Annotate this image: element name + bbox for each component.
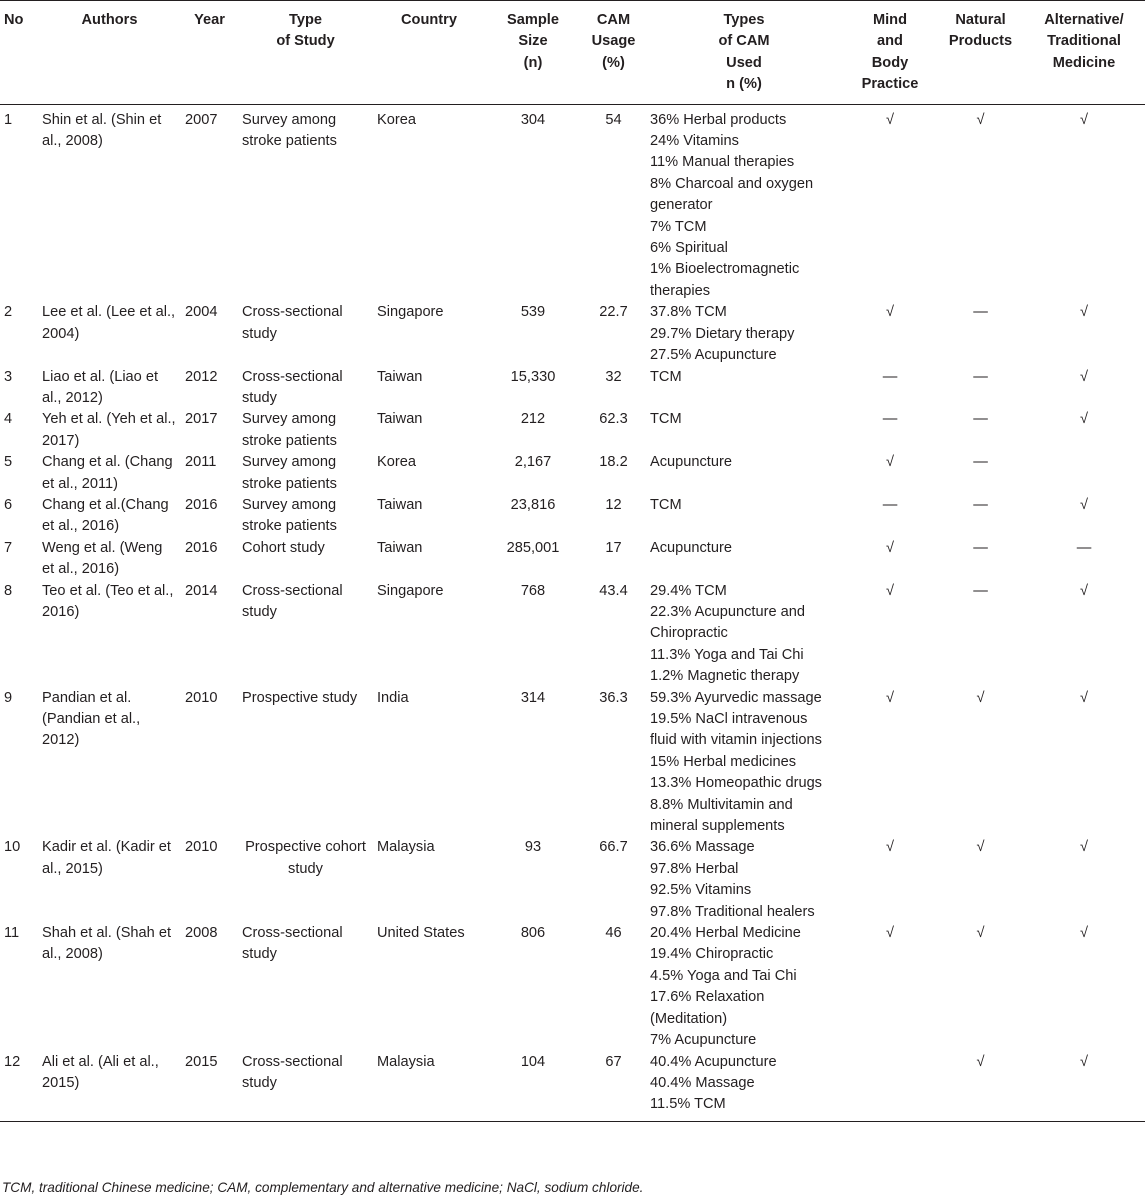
cell-study-type: Survey among stroke patients bbox=[242, 496, 337, 535]
cell-natural-products: √ bbox=[976, 689, 985, 706]
cell-study-type: Cross-sectional study bbox=[242, 368, 343, 406]
cell-cam-types bbox=[646, 688, 842, 838]
column-header-mind-body-practice: Mind and Body Practice bbox=[842, 1, 938, 105]
cell-mind-body: √ bbox=[885, 582, 894, 599]
cell-year: 2010 bbox=[185, 839, 218, 856]
cam-type-item: 27.5% Acupuncture bbox=[650, 347, 777, 364]
cell-year: 2007 bbox=[185, 111, 218, 128]
column-header-country: Country bbox=[373, 1, 485, 105]
cell-cam-usage: 32 bbox=[605, 368, 622, 385]
cell-year: 2016 bbox=[185, 496, 218, 513]
cell-mind-body: √ bbox=[885, 304, 894, 321]
table-row bbox=[0, 495, 1145, 538]
cell-sample-size: 23,816 bbox=[510, 496, 556, 513]
cell-country: Korea bbox=[377, 111, 416, 128]
cell-study-type: Survey among stroke patients bbox=[242, 454, 337, 492]
cell-mind-body: √ bbox=[885, 839, 894, 856]
cam-type-item: 4.5% Yoga and Tai Chi bbox=[650, 967, 797, 984]
cell-study-type: Cross-sectional study bbox=[242, 304, 343, 342]
cell-study-type: Cross-sectional study bbox=[238, 1052, 373, 1122]
cell-cam-types bbox=[646, 495, 842, 538]
cell-country: Taiwan bbox=[377, 496, 423, 513]
cell-cam-types bbox=[646, 581, 842, 688]
cell-study-type: Prospective study bbox=[242, 689, 358, 706]
cell-sample-size: 212 bbox=[520, 411, 546, 428]
cell-sample-size: 285,001 bbox=[506, 539, 560, 556]
cam-type-item: 29.7% Dietary therapy bbox=[650, 325, 795, 342]
cam-type-item: 6% Spiritual bbox=[650, 240, 728, 257]
cam-type-item: 7% Acupuncture bbox=[650, 1032, 757, 1049]
cell-alternative-medicine: √ bbox=[1079, 368, 1088, 385]
cell-cam-types bbox=[646, 923, 842, 1051]
cell-alternative-medicine: √ bbox=[1079, 496, 1088, 513]
cam-type-item: 17.6% Relaxation (Meditation) bbox=[650, 989, 765, 1027]
cam-type-item: Acupuncture bbox=[650, 539, 732, 556]
cell-alternative-medicine: √ bbox=[1079, 411, 1088, 428]
column-header-type-of-study: Type of Study bbox=[238, 1, 373, 105]
cam-type-item: 1.2% Magnetic therapy bbox=[650, 668, 800, 685]
cell-natural-products: √ bbox=[976, 839, 985, 856]
cell-cam-types bbox=[646, 302, 842, 366]
cell-no: 7 bbox=[4, 539, 13, 556]
cell-alternative-medicine: √ bbox=[1079, 304, 1088, 321]
cam-type-item: 37.8% TCM bbox=[650, 304, 727, 321]
table-row bbox=[0, 409, 1145, 452]
cam-type-item: 59.3% Ayurvedic massage bbox=[650, 689, 822, 706]
column-header-authors: Authors bbox=[38, 1, 181, 105]
column-header-sample-size: Sample Size (n) bbox=[485, 1, 581, 105]
cam-type-item: 40.4% Massage bbox=[650, 1074, 755, 1091]
cell-country: Korea bbox=[377, 454, 416, 471]
cell-authors: Lee et al. (Lee et al., 2004) bbox=[42, 304, 176, 342]
cell-cam-usage: 36.3 bbox=[599, 689, 628, 706]
cell-year: 2004 bbox=[185, 304, 218, 321]
cell-authors: Chang et al. (Chang et al., 2011) bbox=[42, 454, 173, 492]
table-row bbox=[0, 1052, 1145, 1122]
table-header bbox=[0, 1, 1145, 105]
cell-cam-usage: 18.2 bbox=[599, 454, 628, 471]
cell-cam-types bbox=[646, 104, 842, 302]
cam-type-item: 19.5% NaCl intravenous fluid with vitamin injections bbox=[650, 711, 822, 749]
header-row bbox=[0, 1, 1145, 105]
cell-mind-body: — bbox=[882, 368, 898, 385]
cell-alternative-medicine: √ bbox=[1079, 689, 1088, 706]
cell-country: Singapore bbox=[377, 582, 444, 599]
cell-natural-products: √ bbox=[976, 111, 985, 128]
cell-cam-usage: 17 bbox=[605, 539, 622, 556]
cell-country: Singapore bbox=[377, 304, 444, 321]
cell-no: 1 bbox=[4, 111, 13, 128]
cam-type-item: 24% Vitamins bbox=[650, 133, 739, 150]
cell-natural-products: — bbox=[973, 539, 988, 556]
cam-type-item: 29.4% TCM bbox=[650, 582, 727, 599]
cell-authors: Liao et al. (Liao et al., 2012) bbox=[42, 368, 159, 406]
cam-type-item: 97.8% Traditional healers bbox=[650, 903, 815, 920]
cell-alternative-medicine: √ bbox=[1079, 111, 1088, 128]
cam-type-item: TCM bbox=[650, 411, 682, 428]
cell-no: 12 bbox=[0, 1052, 38, 1122]
cell-year: 2008 bbox=[185, 925, 218, 942]
cell-no: 11 bbox=[4, 925, 20, 942]
cell-sample-size: 2,167 bbox=[514, 454, 552, 471]
cell-no: 4 bbox=[4, 411, 13, 428]
cell-mind-body: √ bbox=[885, 111, 894, 128]
cam-type-item: 36.6% Massage bbox=[650, 839, 755, 856]
cell-cam-usage: 43.4 bbox=[599, 582, 628, 599]
cell-authors: Shin et al. (Shin et al., 2008) bbox=[42, 111, 162, 150]
cell-natural-products: — bbox=[973, 454, 988, 471]
cell-year: 2015 bbox=[181, 1052, 238, 1122]
cell-cam-usage: 22.7 bbox=[599, 304, 628, 321]
cell-mind-body: — bbox=[882, 496, 898, 513]
cam-type-item: 40.4% Acupuncture bbox=[650, 1053, 777, 1070]
table-row bbox=[0, 688, 1145, 838]
cell-no: 2 bbox=[4, 304, 13, 321]
cell-cam-types bbox=[646, 538, 842, 581]
table-row bbox=[0, 452, 1145, 495]
cell-study-type: Cross-sectional study bbox=[242, 582, 343, 620]
table-row bbox=[0, 367, 1145, 410]
cell-year: 2010 bbox=[185, 689, 218, 706]
cell-natural-products: — bbox=[973, 304, 988, 321]
cell-authors: Weng et al. (Weng et al., 2016) bbox=[42, 539, 163, 578]
cell-mind-body bbox=[842, 1052, 938, 1122]
table-row bbox=[0, 923, 1145, 1051]
column-header-natural-products: Natural Products bbox=[938, 1, 1023, 105]
cell-sample-size: 304 bbox=[520, 111, 546, 128]
cell-alternative-medicine bbox=[1023, 452, 1145, 495]
cam-type-item: Acupuncture bbox=[650, 454, 732, 471]
cell-authors: Shah et al. (Shah et al., 2008) bbox=[42, 925, 171, 963]
cell-mind-body: √ bbox=[885, 925, 894, 942]
cell-sample-size: 539 bbox=[520, 304, 546, 321]
cell-cam-types bbox=[646, 1052, 842, 1122]
cell-mind-body: √ bbox=[885, 454, 894, 471]
cell-authors: Chang et al.(Chang et al., 2016) bbox=[42, 496, 169, 535]
cell-country: Malaysia bbox=[377, 839, 435, 856]
cell-authors: Kadir et al. (Kadir et al., 2015) bbox=[42, 839, 171, 877]
cell-mind-body: — bbox=[882, 411, 898, 428]
column-header-alternative-traditional-medicine: Alternative/ Traditional Medicine bbox=[1023, 1, 1145, 105]
cell-cam-usage: 46 bbox=[605, 925, 622, 942]
cam-type-item: 15% Herbal medicines bbox=[650, 753, 797, 770]
cell-no: 9 bbox=[4, 689, 13, 706]
cell-authors: Yeh et al. (Yeh et al., 2017) bbox=[42, 411, 176, 449]
cell-country: Malaysia bbox=[373, 1052, 485, 1122]
cam-type-item: 11.3% Yoga and Tai Chi bbox=[650, 646, 804, 663]
table-row bbox=[0, 302, 1145, 366]
cell-cam-types bbox=[646, 367, 842, 410]
cam-type-item: 19.4% Chiropractic bbox=[650, 946, 774, 963]
cell-no: 6 bbox=[4, 496, 13, 513]
cell-mind-body: √ bbox=[885, 539, 894, 556]
cell-study-type: Prospective cohort study bbox=[245, 839, 366, 877]
cell-sample-size: 93 bbox=[524, 839, 542, 856]
cam-type-item: 7% TCM bbox=[650, 218, 707, 235]
cam-type-item: TCM bbox=[650, 496, 682, 513]
cell-study-type: Cohort study bbox=[242, 539, 325, 556]
cell-country: Taiwan bbox=[377, 368, 423, 385]
cell-year: 2012 bbox=[185, 368, 218, 385]
cell-cam-usage: 54 bbox=[605, 111, 622, 128]
cam-type-item: 8% Charcoal and oxygen generator bbox=[650, 175, 814, 214]
cell-cam-types bbox=[646, 409, 842, 452]
cell-no: 3 bbox=[4, 368, 13, 385]
cell-natural-products: — bbox=[973, 496, 988, 513]
column-header-cam-usage: CAM Usage (%) bbox=[581, 1, 646, 105]
table-row bbox=[0, 104, 1145, 302]
cell-alternative-medicine: √ bbox=[1079, 925, 1088, 942]
cell-alternative-medicine: √ bbox=[1023, 1052, 1145, 1122]
cell-natural-products: √ bbox=[976, 925, 985, 942]
cell-natural-products: — bbox=[973, 582, 988, 599]
cell-no: 5 bbox=[4, 454, 13, 471]
cell-natural-products: √ bbox=[938, 1052, 1023, 1122]
cell-cam-usage: 62.3 bbox=[599, 411, 628, 428]
cell-cam-usage: 12 bbox=[605, 496, 622, 513]
column-header-year: Year bbox=[181, 1, 238, 105]
cell-year: 2011 bbox=[185, 454, 217, 471]
cam-type-item: 92.5% Vitamins bbox=[650, 882, 752, 899]
cell-mind-body: √ bbox=[885, 689, 894, 706]
cam-type-item: TCM bbox=[650, 368, 682, 385]
cell-sample-size: 806 bbox=[520, 925, 546, 942]
cell-authors: Teo et al. (Teo et al., 2016) bbox=[42, 582, 174, 620]
cell-no: 10 bbox=[4, 839, 21, 856]
cell-alternative-medicine: √ bbox=[1079, 839, 1088, 856]
table-footnote: TCM, traditional Chinese medicine; CAM, complementary and alternative medicine; NaCl, sodium chloride. bbox=[2, 1180, 644, 1195]
cell-country: United States bbox=[377, 925, 465, 942]
cell-alternative-medicine: √ bbox=[1079, 582, 1088, 599]
table-row bbox=[0, 538, 1145, 581]
cell-natural-products: — bbox=[973, 368, 988, 385]
cell-study-type: Survey among stroke patients bbox=[242, 111, 337, 150]
cell-authors: Ali et al. (Ali et al., 2015) bbox=[38, 1052, 181, 1122]
cell-no: 8 bbox=[4, 582, 13, 599]
cell-sample-size: 104 bbox=[485, 1052, 581, 1122]
cell-cam-types bbox=[646, 837, 842, 923]
column-header-no: No bbox=[0, 1, 38, 105]
cell-sample-size: 314 bbox=[520, 689, 546, 706]
cell-sample-size: 768 bbox=[520, 582, 546, 599]
column-header-types-of-cam: Types of CAM Used n (%) bbox=[646, 1, 842, 105]
cam-type-item: 36% Herbal products bbox=[650, 111, 787, 128]
cell-year: 2016 bbox=[185, 539, 218, 556]
cell-alternative-medicine: — bbox=[1076, 539, 1092, 556]
table-row bbox=[0, 581, 1145, 688]
cam-type-item: 11.5% TCM bbox=[650, 1096, 726, 1113]
cell-natural-products: — bbox=[973, 411, 988, 428]
table-body bbox=[0, 104, 1145, 1121]
cell-sample-size: 15,330 bbox=[510, 368, 556, 385]
cell-authors: Pandian et al. (Pandian et al., 2012) bbox=[42, 689, 141, 749]
cam-type-item: 13.3% Homeopathic drugs bbox=[650, 775, 822, 792]
cam-type-item: 20.4% Herbal Medicine bbox=[650, 925, 801, 942]
cell-country: Taiwan bbox=[377, 411, 423, 428]
cam-type-item: 97.8% Herbal bbox=[650, 860, 739, 877]
cell-study-type: Survey among stroke patients bbox=[242, 411, 337, 449]
cam-type-item: 22.3% Acupuncture and Chiropractic bbox=[650, 603, 805, 642]
cell-year: 2014 bbox=[185, 582, 218, 599]
cell-cam-usage: 66.7 bbox=[599, 839, 628, 856]
table-row bbox=[0, 837, 1145, 923]
cell-cam-types bbox=[646, 452, 842, 495]
cam-type-item: 8.8% Multivitamin and mineral supplements bbox=[650, 796, 793, 835]
cell-country: India bbox=[377, 689, 409, 706]
cam-type-item: 11% Manual therapies bbox=[650, 154, 795, 171]
cam-type-item: 1% Bioelectromagnetic therapies bbox=[650, 261, 800, 299]
cell-year: 2017 bbox=[185, 411, 218, 428]
cell-study-type: Cross-sectional study bbox=[242, 925, 343, 963]
cell-cam-usage: 67 bbox=[581, 1052, 646, 1122]
cell-country: Taiwan bbox=[377, 539, 423, 556]
